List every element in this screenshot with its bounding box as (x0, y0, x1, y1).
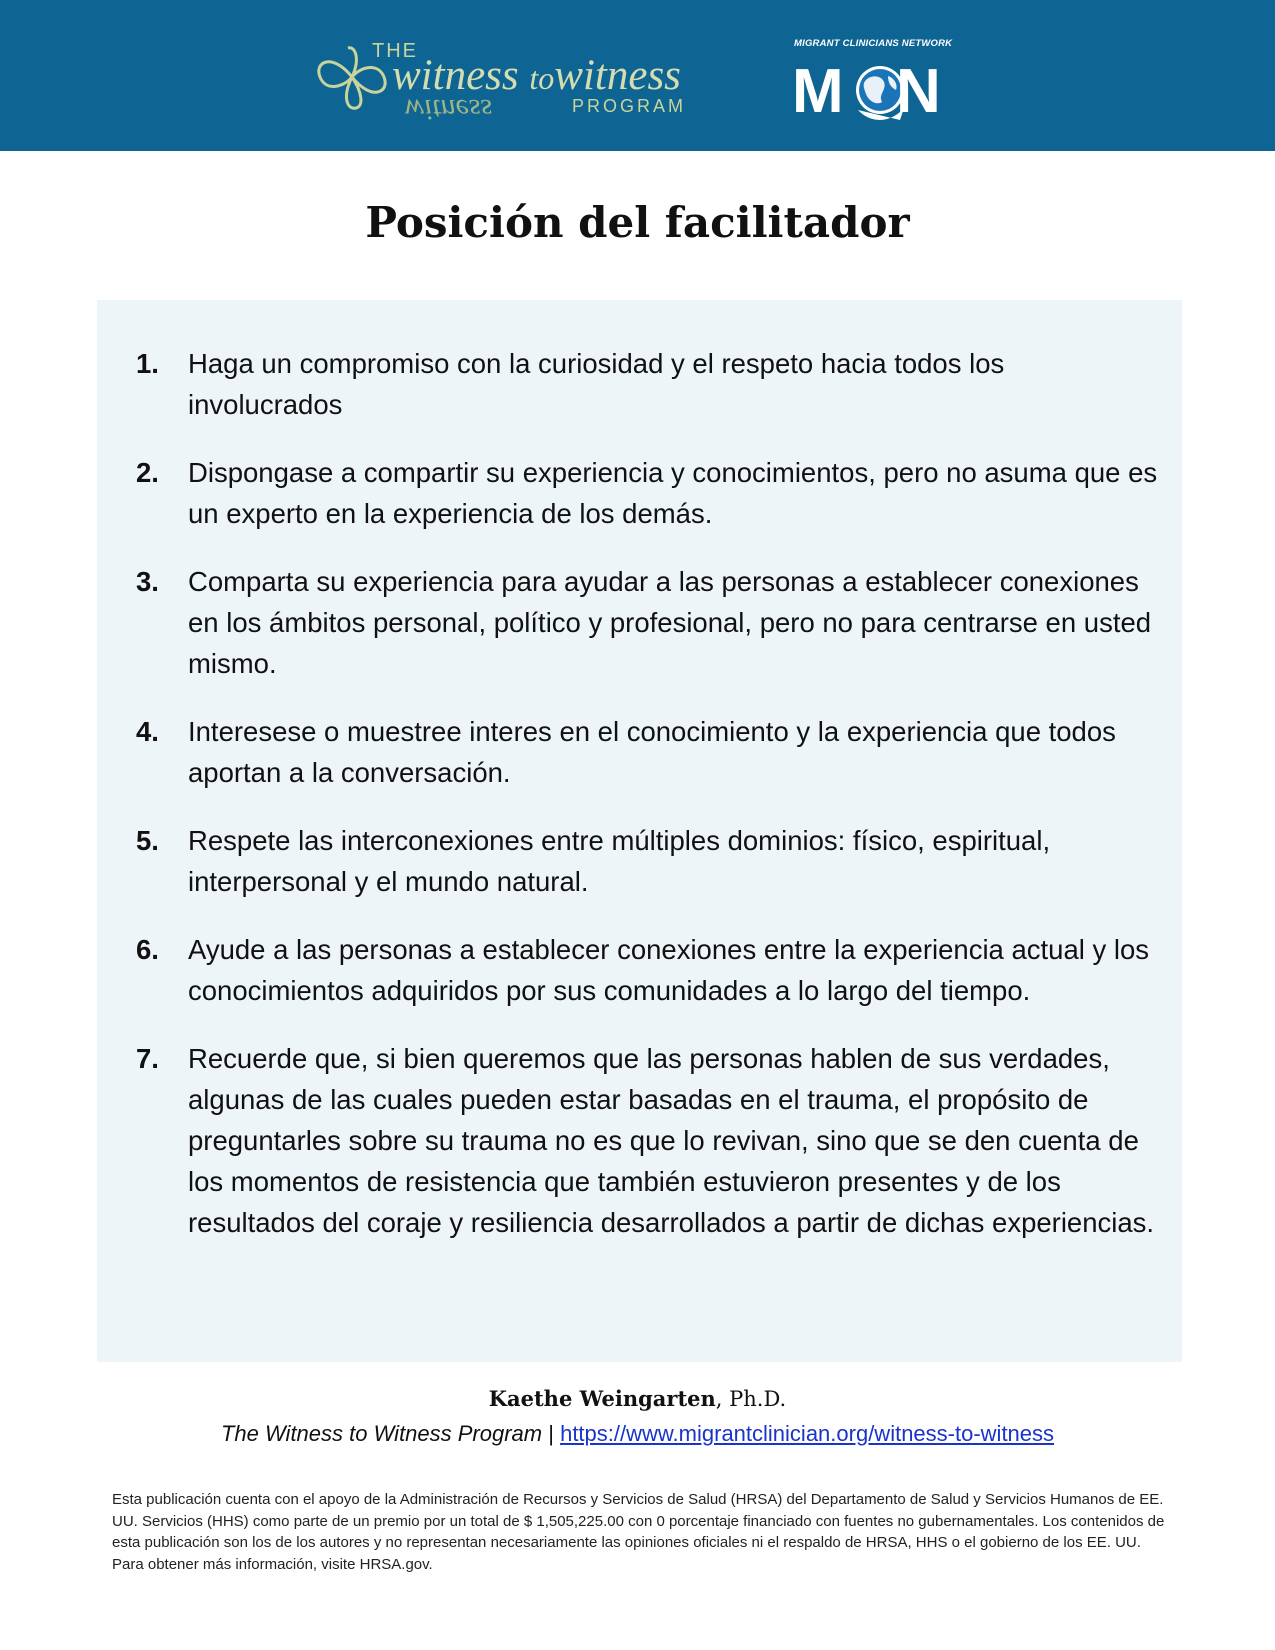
logo-mirror-word: witness (404, 93, 493, 126)
logo-word-to: to (529, 60, 555, 96)
list-item-text: Dispongase a compartir su experiencia y conocimientos, pero no asuma que es un experto en la experiencia de los demás. (188, 457, 1158, 529)
page-title: Posición del facilitador (365, 198, 910, 247)
list-item-text: Respete las interconexiones entre múltiples dominios: físico, espiritual, interpersonal y el mundo natural. (188, 825, 1051, 897)
list-item-text: Recuerde que, si bien queremos que las personas hablen de sus verdades, algunas de las cuales pueden estar basadas en el trauma, el propósito de preguntarles sobre su trauma no es que lo revivan, sino que se den cuenta de los momentos de resistencia que también estuvieron presentes y de los resultados del coraje y resiliencia desarrollados a partir de dichas experiencias. (188, 1043, 1155, 1238)
list-item-number: 7. (136, 1043, 159, 1074)
mcn-letter-m: M (792, 57, 844, 126)
funding-disclaimer: Esta publicación cuenta con el apoyo de la Administración de Recursos y Servicios de Salud (HRSA) del Departamento de Salud y Servicios Humanos de EE. UU. Servicios (HHS) como parte de un premio por un total de $ 1,505,225.00 con 0 porcentaje financiado con fuentes no gubernamentales. Los contenidos de esta publicación son los de los autores y no representan necesariamente las opiniones oficiales ni el respaldo de HRSA, HHS o el gobierno de los EE. UU. Para obtener más información, visite HRSA.gov. (112, 1491, 1165, 1573)
header-band (0, 0, 1275, 151)
mcn-letter-n: N (896, 57, 941, 126)
list-item-number: 1. (136, 348, 159, 379)
logo-program: PROGRAM (572, 96, 687, 116)
author-credential: , Ph.D. (715, 1387, 787, 1411)
logo-word-2: witness (554, 52, 681, 99)
list-item (97, 343, 1182, 425)
program-line (0, 1421, 1275, 1447)
list-item-text: Comparta su experiencia para ayudar a las personas a establecer conexiones en los ámbitos personal, político y profesional, pero no para centrarse en usted mismo. (188, 566, 1152, 679)
list-item (97, 820, 1182, 902)
program-separator: | (542, 1421, 561, 1446)
witness-to-witness-logo (312, 36, 742, 126)
author-byline (0, 1386, 1275, 1411)
list-item-number: 3. (136, 566, 159, 597)
mcn-tagline: MIGRANT CLINICIANS NETWORK (794, 38, 953, 49)
list-item (97, 929, 1182, 1011)
list-item-text: Interesese o muestree interes en el conocimiento y la experiencia que todos aportan a la conversación. (188, 716, 1116, 788)
guidelines-list (97, 343, 1182, 1270)
list-item-number: 2. (136, 457, 159, 488)
list-item-number: 5. (136, 825, 159, 856)
logo-wordmark (392, 54, 681, 97)
list-item (97, 561, 1182, 684)
author-name: Kaethe Weingarten (488, 1386, 716, 1411)
guidelines-panel (97, 300, 1182, 1362)
program-url-link[interactable]: https://www.migrantclinician.org/witness-to-witness (560, 1421, 1055, 1446)
list-item-number: 6. (136, 934, 159, 965)
list-item (97, 1038, 1182, 1243)
list-item-text: Haga un compromiso con la curiosidad y el respeto hacia todos los involucrados (188, 348, 1005, 420)
list-item (97, 711, 1182, 793)
list-item-text: Ayude a las personas a establecer conexiones entre la experiencia actual y los conocimientos adquiridos por sus comunidades a lo largo del tiempo. (188, 934, 1150, 1006)
migrant-clinicians-network-logo (792, 38, 967, 138)
logo-word-1: witness (392, 52, 519, 99)
program-name: The Witness to Witness Program (220, 1421, 543, 1446)
logo-the: THE (372, 40, 418, 62)
list-item (97, 452, 1182, 534)
list-item-number: 4. (136, 716, 159, 747)
mcn-globe-icon (792, 50, 967, 140)
